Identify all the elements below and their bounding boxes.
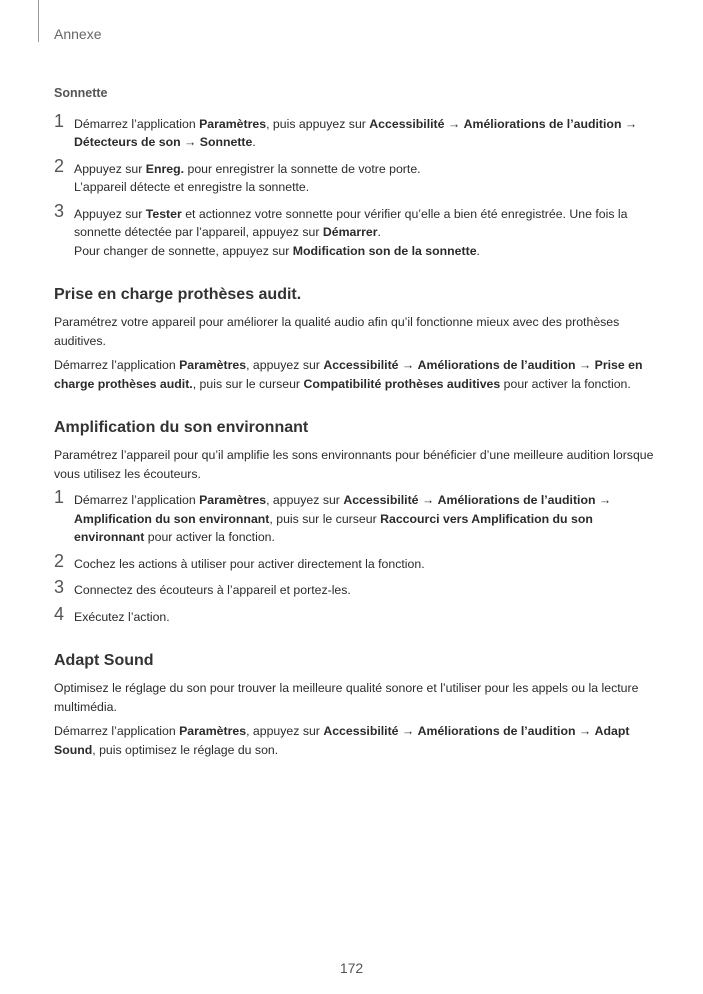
paragraph xyxy=(54,356,654,393)
text-run: . xyxy=(252,135,256,149)
protheses-heading: Prise en charge prothèses audit. xyxy=(54,286,302,303)
text-run: pour activer la fonction. xyxy=(500,376,631,391)
step-number: 2 xyxy=(54,550,65,571)
step-text xyxy=(74,117,637,150)
step-text xyxy=(74,162,421,176)
bold-term: Paramètres xyxy=(199,493,267,507)
step-item xyxy=(54,155,654,197)
step-number: 1 xyxy=(54,110,65,131)
text-run: → xyxy=(621,116,638,131)
text-run: , appuyez sur xyxy=(246,358,324,372)
sonnette-title: Sonnette xyxy=(54,86,108,100)
bold-term: Amplification du son environnant xyxy=(74,511,270,526)
step-number: 3 xyxy=(54,577,65,597)
text-run: → xyxy=(180,135,200,149)
text-run: . xyxy=(377,225,381,239)
sonnette-steps xyxy=(54,110,654,261)
text-run: → xyxy=(595,493,612,507)
adapt-heading: Adapt Sound xyxy=(54,652,154,669)
text-run: → xyxy=(398,724,418,738)
text-run: Démarrez l’application xyxy=(74,116,200,131)
step-number: 1 xyxy=(54,487,65,507)
text-run: Démarrez l’application xyxy=(54,358,180,372)
bold-term: Détecteurs de son xyxy=(74,135,181,149)
text-run: et actionnez votre sonnette pour vérifier qu’elle a bien été enregistrée. Une fois la sonnette détectée par l’appareil, appuyez sur xyxy=(74,206,628,239)
bold-term: Accessibilité xyxy=(369,116,445,131)
step-number: 2 xyxy=(54,155,65,176)
bold-term: Accessibilité xyxy=(323,358,399,372)
text-run: . xyxy=(476,243,480,258)
step-item xyxy=(54,200,654,261)
amplification-section xyxy=(54,417,654,626)
paragraph xyxy=(54,722,654,759)
text-run: Démarrez l’application xyxy=(54,724,180,738)
bold-term: Améliorations de l’audition xyxy=(417,358,576,372)
text-run: Pour changer de sonnette, appuyez sur xyxy=(74,243,293,258)
text-run: , appuyez sur xyxy=(266,493,344,507)
text-run: , puis sur le curseur xyxy=(192,376,304,391)
protheses-body xyxy=(54,313,654,393)
bold-term: Prise en charge prothèses audit. xyxy=(54,358,643,391)
paragraph xyxy=(54,679,654,716)
step-item xyxy=(54,487,654,547)
step-text xyxy=(74,493,611,544)
header-rule xyxy=(38,0,39,42)
text-run: , puis appuyez sur xyxy=(266,116,370,131)
text-run: → xyxy=(444,116,464,131)
text-run: Optimisez le réglage du son pour trouver la meilleure qualité sonore et l’utiliser pour les appels ou la lecture multimédia. xyxy=(54,681,639,714)
step-number: 3 xyxy=(54,200,65,221)
text-run: Exécutez l’action. xyxy=(74,609,170,624)
text-run: pour enregistrer la sonnette de votre porte. xyxy=(184,161,421,176)
bold-term: Paramètres xyxy=(199,116,267,131)
bold-term: Améliorations de l’audition xyxy=(437,493,596,507)
text-run: L’appareil détecte et enregistre la sonnette. xyxy=(74,180,310,194)
step-text xyxy=(74,557,425,571)
bold-term: Sonnette xyxy=(199,135,253,149)
text-run: → xyxy=(418,493,438,507)
text-run: , appuyez sur xyxy=(246,724,324,738)
text-run: Paramétrez votre appareil pour améliorer la qualité audio afin qu’il fonctionne mieux avec des prothèses auditives. xyxy=(54,315,620,348)
text-run: Appuyez sur xyxy=(74,206,146,221)
bold-term: Modification son de la sonnette xyxy=(292,243,477,258)
step-item xyxy=(54,550,654,574)
bold-term: Adapt Sound xyxy=(54,724,630,757)
step-item xyxy=(54,603,654,627)
amplification-body xyxy=(54,446,654,483)
paragraph xyxy=(54,313,654,350)
bold-term: Raccourci vers Amplification du son environnant xyxy=(74,511,593,544)
page-header: Annexe xyxy=(54,26,102,42)
bold-term: Paramètres xyxy=(179,724,247,738)
step-note xyxy=(74,178,654,197)
step-text xyxy=(74,610,170,624)
text-run: , puis sur le curseur xyxy=(269,511,381,526)
text-run: Démarrez l’application xyxy=(74,493,200,507)
text-run: Appuyez sur xyxy=(74,161,146,176)
adapt-section xyxy=(54,650,654,759)
bold-term: Compatibilité prothèses auditives xyxy=(303,376,501,391)
step-item xyxy=(54,110,654,152)
step-text xyxy=(74,207,627,240)
bold-term: Améliorations de l’audition xyxy=(463,116,622,131)
amplification-heading: Amplification du son environnant xyxy=(54,419,309,436)
text-run: → xyxy=(575,358,595,372)
bold-term: Améliorations de l’audition xyxy=(417,724,576,738)
text-run: → xyxy=(398,358,418,372)
protheses-section xyxy=(54,284,654,393)
step-text xyxy=(74,583,351,597)
bold-term: Démarrer xyxy=(322,225,378,239)
step-item xyxy=(54,577,654,600)
step-note xyxy=(74,242,654,261)
bold-term: Accessibilité xyxy=(343,493,419,507)
text-run: , puis optimisez le réglage du son. xyxy=(92,742,279,757)
text-run: Cochez les actions à utiliser pour activer directement la fonction. xyxy=(74,556,425,571)
text-run: pour activer la fonction. xyxy=(144,530,275,544)
adapt-body xyxy=(54,679,654,759)
bold-term: Accessibilité xyxy=(323,724,399,738)
bold-term: Tester xyxy=(145,206,182,221)
page-content xyxy=(54,84,654,765)
amplification-steps xyxy=(54,487,654,626)
bold-term: Enreg. xyxy=(145,161,185,176)
text-run: → xyxy=(575,724,595,738)
page-number: 172 xyxy=(339,960,364,976)
text-run: Paramétrez l’appareil pour qu’il amplifie les sons environnants pour bénéficier d’une meilleure audition lorsque vous utilisez les écouteurs. xyxy=(54,448,654,481)
paragraph xyxy=(54,446,654,483)
bold-term: Paramètres xyxy=(179,358,247,372)
step-number: 4 xyxy=(54,603,65,624)
text-run: Connectez des écouteurs à l’appareil et portez-les. xyxy=(74,583,351,597)
